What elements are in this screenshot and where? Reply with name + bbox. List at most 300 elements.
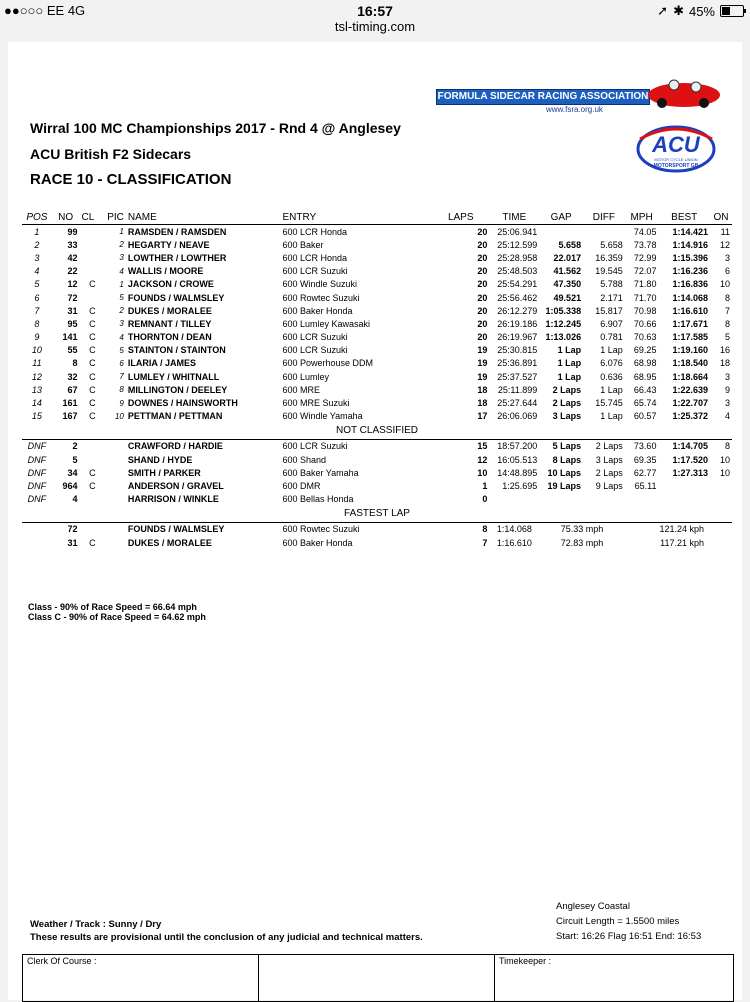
table-row[interactable] [22,344,732,357]
cl-cell [80,522,106,536]
on-cell: 4 [724,411,730,422]
table-row[interactable] [22,357,732,370]
no-cell: 33 [67,239,78,250]
name-cell: ILARIA / JAMES [127,358,197,369]
entry-cell: 600 Lumley [282,371,329,382]
pic-cell: 6 [119,358,124,368]
status-right [657,3,744,19]
best-cell: 1:17.520 [672,454,709,465]
pos-cell: DNF [27,441,47,452]
pos-cell: 7 [34,305,40,316]
lap-cell: 7 [482,537,488,548]
best-cell: 1:14.705 [672,441,709,452]
cl-cell [80,453,106,466]
svg-text:ACU: ACU [652,132,700,157]
svg-text:MOTORSPORT GB: MOTORSPORT GB [653,163,699,169]
no-cell: 4 [72,494,78,505]
no-cell: 161 [62,398,78,409]
entry-cell: 600 Baker [282,239,324,250]
no-cell: 167 [62,411,78,422]
entry-cell: 600 LCR Honda [282,252,347,263]
laps-cell: 20 [477,239,488,250]
mph-cell: 73.78 [633,239,657,250]
table-row[interactable] [22,439,732,453]
laps-cell: 15 [477,441,488,452]
gap-cell: 5 Laps [552,441,582,452]
circuit-name: Anglesey Coastal [556,901,630,912]
diff-cell: 16.359 [595,252,623,263]
cl-cell [80,291,106,304]
location-arrow-icon: ➚ [657,3,669,18]
on-cell: 6 [724,266,730,277]
name-cell: SMITH / PARKER [127,467,201,478]
on-cell: 11 [720,226,730,237]
name-cell: LUMLEY / WHITNALL [127,371,220,382]
best-cell: 1:22.707 [672,398,709,409]
battery-icon [720,5,744,17]
table-row[interactable] [22,317,732,330]
laps-cell: 20 [477,332,488,343]
best-cell: 1:15.396 [672,252,709,263]
no-cell: 72 [67,292,78,303]
table-row[interactable] [22,396,732,409]
no-cell: 31 [67,537,78,548]
no-cell: 67 [67,384,78,395]
col-best: BEST [658,210,710,225]
fastest-time-cell: 1:14.068 [496,524,532,535]
name-cell: STAINTON / STAINTON [127,345,226,356]
pos-cell: DNF [27,494,47,505]
cl-cell: C [89,371,96,382]
on-cell: 10 [719,454,730,465]
pic-cell: 9 [119,398,124,408]
mph-cell: 72.99 [633,252,657,263]
name-cell: LOWTHER / LOWTHER [127,252,227,263]
laps-cell: 10 [477,467,488,478]
gap-cell: 1 Lap [557,358,582,369]
table-row[interactable] [22,479,732,492]
not-classified-label: NOT CLASSIFIED [22,423,732,440]
table-row[interactable] [22,278,732,291]
best-cell [658,493,710,506]
cl-cell: C [89,318,96,329]
mph-cell: 69.35 [633,454,657,465]
weather-text: Weather / Track : Sunny / Dry [30,919,162,930]
diff-cell: 6.076 [600,358,623,369]
cl-cell [80,439,106,453]
best-cell: 1:16.236 [672,266,709,277]
no-cell: 141 [62,332,78,343]
laps-cell: 18 [477,398,488,409]
col-diff: DIFF [583,210,625,225]
pos-cell: 10 [31,345,42,356]
cl-cell: C [89,358,96,369]
laps-cell: 17 [477,411,488,422]
pic-cell: 1 [119,227,124,237]
mph-cell: 72.07 [633,266,657,277]
mph-cell: 68.98 [633,358,657,369]
gap-cell: 22.017 [553,252,582,263]
cl-cell: C [89,411,96,422]
laps-cell: 0 [482,494,488,505]
no-cell: 5 [72,454,78,465]
time-cell: 14:48.895 [497,467,538,478]
results-table [22,210,732,549]
col-entry: ENTRY [280,210,446,225]
pos-cell: 13 [31,384,42,395]
gap-cell: 49.521 [553,292,582,303]
timekeeper: Timekeeper : [499,956,552,966]
no-cell: 32 [67,371,78,382]
fastest-lap-label: FASTEST LAP [22,506,732,523]
cl-cell: C [89,332,96,343]
col-pos: POS [22,210,52,225]
pic-cell: 4 [119,266,124,276]
gap-cell: 2 Laps [552,398,582,409]
col-pic: PIC [107,211,124,223]
pos-cell: 6 [34,292,40,303]
on-cell: 12 [719,239,730,250]
on-cell: 3 [724,371,730,382]
diff-cell: 5.788 [600,279,623,290]
race-times: Start: 16:26 Flag 16:51 End: 16:53 [556,931,702,942]
cl-cell [80,238,106,251]
fastest-mph-cell: 72.83 mph [560,537,604,548]
pos-cell: 1 [34,226,40,237]
name-cell: DUKES / MORALEE [127,537,212,548]
gap-cell: 1 Lap [557,371,582,382]
laps-cell: 19 [477,345,488,356]
pos-cell: 12 [31,371,42,382]
on-cell: 3 [724,252,730,263]
diff-cell: 1 Lap [600,345,623,356]
diff-cell: 19.545 [595,266,623,277]
mph-cell: 70.98 [633,305,657,316]
pos-cell: 8 [34,318,40,329]
entry-cell: 600 LCR Honda [282,226,347,237]
table-row[interactable] [22,251,732,264]
diff-cell: 1 Lap [600,384,623,395]
entry-cell: 600 LCR Suzuki [282,266,348,277]
diff-cell [583,225,625,239]
results-document [8,42,742,1000]
best-cell [658,479,710,492]
best-cell: 1:14.068 [672,292,709,303]
gap-cell: 3 Laps [552,411,582,422]
entry-cell: 600 Baker Honda [282,537,353,548]
diff-cell: 0.781 [600,332,623,343]
pos-cell [22,536,52,549]
entry-cell: 600 Shand [282,454,326,465]
no-cell: 95 [67,318,78,329]
name-cell: WALLIS / MOORE [127,266,204,277]
pos-cell: 3 [34,252,40,263]
pic-cell: 8 [119,385,124,395]
name-cell: CRAWFORD / HARDIE [127,441,223,452]
no-cell: 12 [67,279,78,290]
table-row[interactable] [22,453,732,466]
fastest-kph-cell: 117.21 kph [660,537,704,548]
gap-cell: 8 Laps [552,454,582,465]
entry-cell: 600 Bellas Honda [282,494,354,505]
table-row[interactable] [22,291,732,304]
col-cl: CL [80,210,106,225]
on-cell [710,493,732,506]
time-cell: 26:06.069 [497,411,538,422]
entry-cell: 600 Windle Yamaha [282,411,363,422]
gap-cell [539,493,583,506]
col-on: ON [710,210,732,225]
gap-cell [539,225,583,239]
pos-cell: DNF [27,467,47,478]
laps-cell: 20 [477,305,488,316]
diff-cell: 5.658 [600,239,623,250]
mph-cell: 66.43 [633,384,657,395]
pos-cell: 2 [34,239,40,250]
diff-cell: 6.907 [600,318,623,329]
pic-cell [105,453,126,466]
mph-cell: 69.25 [633,345,657,356]
pic-cell: 7 [119,372,124,382]
table-row[interactable] [22,225,732,239]
class-note-1: Class - 90% of Race Speed = 66.64 mph [28,602,197,612]
mph-cell: 74.05 [633,226,657,237]
laps-cell: 20 [477,292,488,303]
table-row[interactable] [22,493,732,506]
gap-cell: 19 Laps [547,480,582,491]
diff-cell [583,493,625,506]
fsra-name: FORMULA SIDECAR RACING ASSOCIATION [436,89,650,105]
footer-notes [30,918,423,944]
pic-cell: 10 [114,411,124,421]
on-cell: 3 [724,398,730,409]
bluetooth-icon: ✱ [673,3,684,18]
cl-cell: C [89,384,96,395]
circuit-length: Circuit Length = 1.5500 miles [556,916,680,927]
gap-cell: 47.350 [553,279,582,290]
diff-cell: 0.636 [600,371,623,382]
name-cell: FOUNDS / WALMSLEY [127,292,225,303]
not-classified-header [22,423,732,440]
entry-cell: 600 Rowtec Suzuki [282,292,360,303]
table-row[interactable] [22,238,732,251]
cl-cell: C [89,279,96,290]
no-cell: 34 [67,467,78,478]
signature-box [22,954,734,1002]
time-cell: 1:25.695 [502,480,538,491]
on-cell: 9 [724,384,730,395]
mph-cell: 70.66 [633,318,657,329]
mph-cell: 71.80 [633,279,657,290]
table-row[interactable] [22,383,732,396]
pos-cell: 4 [34,266,40,277]
col-laps: LAPS [446,210,490,225]
on-cell: 8 [724,441,730,452]
entry-cell: 600 LCR Suzuki [282,332,348,343]
col-time: TIME [489,210,539,225]
mph-cell: 71.70 [633,292,657,303]
on-cell: 8 [724,318,730,329]
signature-blank [259,955,495,1001]
svg-text:MOTOR CYCLE UNION: MOTOR CYCLE UNION [654,157,698,162]
pic-cell: 2 [119,306,124,316]
no-cell: 99 [67,226,78,237]
name-cell: RAMSDEN / RAMSDEN [127,226,227,237]
on-cell: 18 [719,358,730,369]
fsra-url: www.fsra.org.uk [546,105,603,114]
name-cell: PETTMAN / PETTMAN [127,411,223,422]
pic-cell [105,439,126,453]
cl-cell: C [89,345,96,356]
time-cell: 25:28.958 [497,252,538,263]
mph-cell: 60.57 [633,411,657,422]
diff-cell: 15.745 [595,398,623,409]
pic-cell: 4 [119,332,124,342]
cl-cell [80,251,106,264]
cl-cell [80,493,106,506]
on-cell: 8 [724,292,730,303]
on-cell: 10 [719,279,730,290]
table-header [22,210,732,225]
table-row[interactable] [22,331,732,344]
no-cell: 31 [67,305,78,316]
best-cell: 1:14.421 [672,226,709,237]
best-cell: 1:16.836 [672,279,709,290]
pos-cell: 14 [31,398,42,409]
no-cell: 72 [67,524,78,535]
class-note-2: Class C - 90% of Race Speed = 64.62 mph [28,612,206,622]
gap-cell: 5.658 [558,239,582,250]
cl-cell: C [89,480,96,491]
entry-cell: 600 MRE [282,384,320,395]
pic-cell: 5 [119,345,124,355]
gap-cell: 41.562 [553,266,582,277]
pos-cell: 9 [34,332,40,343]
time-cell: 25:11.899 [497,384,538,395]
cl-cell [80,265,106,278]
cl-cell: C [89,537,96,548]
diff-cell: 15.817 [595,305,623,316]
url-bar[interactable]: tsl-timing.com [334,19,416,34]
event-title: Wirral 100 MC Championships 2017 - Rnd 4 @ Anglesey [30,120,401,136]
pic-cell: 3 [119,253,124,263]
name-cell: SHAND / HYDE [127,454,193,465]
name-cell: DUKES / MORALEE [127,305,212,316]
best-cell: 1:22.639 [672,384,709,395]
table-row[interactable] [22,466,732,479]
mph-cell: 70.63 [633,332,657,343]
name-cell: HEGARTY / NEAVE [127,239,210,250]
gap-cell: 1 Lap [557,345,582,356]
provisional-text: These results are provisional until the conclusion of any judicial and technical matters. [30,932,423,943]
on-cell: 7 [724,305,730,316]
time-cell: 26:19.186 [497,318,538,329]
cl-cell: C [89,305,96,316]
table-row[interactable] [22,265,732,278]
pic-cell [105,466,126,479]
entry-cell: 600 LCR Suzuki [282,345,348,356]
best-cell: 1:14.916 [672,239,709,250]
table-row[interactable] [22,304,732,317]
no-cell: 22 [67,266,78,277]
battery-fill [722,7,730,15]
name-cell: HARRISON / WINKLE [127,494,219,505]
mph-cell: 62.77 [633,467,657,478]
laps-cell: 20 [477,318,488,329]
mph-cell: 73.60 [633,441,657,452]
gap-cell: 1:13.026 [545,332,582,343]
on-cell: 16 [719,345,730,356]
best-cell: 1:17.671 [672,318,709,329]
pos-cell [22,522,52,536]
pos-cell: DNF [27,454,47,465]
laps-cell: 20 [477,266,488,277]
pos-cell: 5 [34,279,40,290]
laps-cell: 12 [477,454,488,465]
no-cell: 42 [67,252,78,263]
cl-cell: C [89,467,96,478]
pic-cell [105,479,126,492]
mph-cell [625,493,659,506]
time-cell: 26:12.279 [497,305,538,316]
gap-cell: 1:05.338 [545,305,582,316]
fastest-lap-header [22,506,732,523]
name-cell: FOUNDS / WALMSLEY [127,524,225,535]
carrier-signal: ●●○○○ EE 4G [4,3,86,18]
best-cell: 1:17.585 [672,332,709,343]
fastest-time-cell: 1:16.610 [496,537,532,548]
no-cell: 8 [72,358,78,369]
best-cell: 1:18.540 [672,358,709,369]
laps-cell: 20 [477,279,488,290]
sidecar-image-icon [644,77,724,109]
mph-cell: 68.95 [633,371,657,382]
fastest-lap-row[interactable] [22,536,732,549]
pic-cell [105,536,126,549]
entry-cell: 600 LCR Suzuki [282,441,348,452]
pos-cell: 15 [31,411,42,422]
gap-cell: 2 Laps [552,384,582,395]
pos-cell: 11 [32,358,42,369]
class-title: ACU British F2 Sidecars [30,146,192,162]
time-cell [489,493,539,506]
time-cell: 25:12.599 [497,239,538,250]
clerk-of-course: Clerk Of Course : [23,955,259,1001]
fastest-lap-row[interactable] [22,522,732,536]
pic-cell [105,493,126,506]
col-mph: MPH [625,210,659,225]
table-row[interactable] [22,370,732,383]
best-cell: 1:16.610 [672,305,709,316]
mph-cell: 65.74 [633,398,657,409]
best-cell: 1:25.372 [672,411,709,422]
laps-cell: 19 [477,371,488,382]
laps-cell: 19 [477,358,488,369]
time-cell: 26:19.967 [497,332,538,343]
best-cell: 1:27.313 [672,467,709,478]
diff-cell: 9 Laps [595,480,623,491]
time-cell: 16:05.513 [497,454,538,465]
entry-cell: 600 Lumley Kawasaki [282,318,370,329]
name-cell: MILLINGTON / DEELEY [127,384,228,395]
fastest-mph-cell: 75.33 mph [560,524,604,535]
time-cell: 18:57.200 [497,441,538,452]
name-cell: JACKSON / CROWE [127,279,214,290]
time-cell: 25:36.891 [497,358,538,369]
table-row[interactable] [22,410,732,423]
time-cell: 25:56.462 [497,292,538,303]
no-cell: 2 [72,441,78,452]
